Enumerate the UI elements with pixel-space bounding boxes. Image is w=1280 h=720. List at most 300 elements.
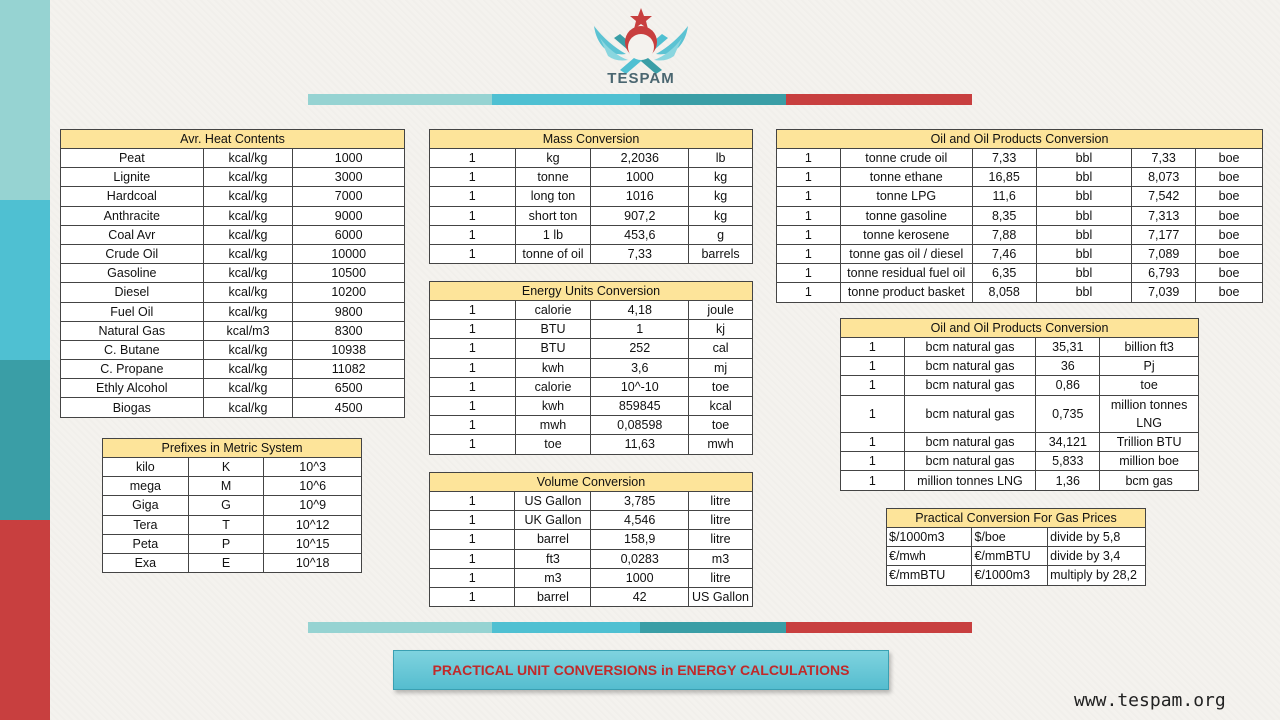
table-cell: 1	[430, 377, 516, 396]
table-cell: kcal/kg	[203, 398, 293, 417]
table-cell: 1000	[293, 149, 405, 168]
table-cell: kg	[689, 206, 753, 225]
table-cell: divide by 5,8	[1048, 528, 1146, 547]
table-cell: boe	[1196, 225, 1263, 244]
table-row	[887, 566, 1146, 585]
table-title: Oil and Oil Products Conversion	[777, 130, 1263, 149]
table-cell: bbl	[1036, 244, 1132, 263]
table-row	[430, 511, 753, 530]
table-cell: 6,35	[972, 264, 1036, 283]
table-cell: boe	[1196, 187, 1263, 206]
table-cell: kg	[515, 149, 591, 168]
prefixes-table	[102, 438, 362, 573]
table-row	[777, 187, 1263, 206]
table-cell: kcal/kg	[203, 302, 293, 321]
table-cell: 1	[430, 358, 516, 377]
table-cell: Crude Oil	[61, 244, 204, 263]
table-cell: 907,2	[591, 206, 689, 225]
table-row	[430, 377, 753, 396]
table-cell: cal	[689, 339, 753, 358]
table-row	[103, 534, 362, 553]
left-band-teal	[0, 200, 50, 360]
table-cell: 1	[430, 339, 516, 358]
table-row	[430, 530, 753, 549]
table-cell: bcm natural gas	[904, 452, 1036, 471]
table-cell: bbl	[1036, 283, 1132, 302]
table-cell: boe	[1196, 206, 1263, 225]
table-row	[430, 435, 753, 454]
table-cell: tonne gasoline	[840, 206, 972, 225]
table-cell: Hardcoal	[61, 187, 204, 206]
table-row	[61, 225, 405, 244]
table-cell: boe	[1196, 244, 1263, 263]
banner-text: PRACTICAL UNIT CONVERSIONS in ENERGY CALCULATIONS	[432, 662, 850, 678]
table-row	[430, 549, 753, 568]
table-cell: €/mmBTU	[972, 547, 1048, 566]
table-cell: Gasoline	[61, 264, 204, 283]
table-cell: mega	[103, 477, 189, 496]
table-cell: 6500	[293, 379, 405, 398]
table-row	[61, 206, 405, 225]
table-cell: 10000	[293, 244, 405, 263]
table-row	[103, 515, 362, 534]
table-cell: kcal/kg	[203, 206, 293, 225]
table-cell: BTU	[515, 339, 591, 358]
table-row	[777, 149, 1263, 168]
table-row	[61, 187, 405, 206]
table-cell: 0,86	[1036, 376, 1100, 395]
table-row	[61, 283, 405, 302]
table-cell: 1	[777, 206, 841, 225]
table-cell: 1,36	[1036, 471, 1100, 490]
table-title: Volume Conversion	[430, 473, 753, 492]
table-cell: 1	[841, 433, 905, 452]
table-cell: boe	[1196, 283, 1263, 302]
table-cell: 3000	[293, 168, 405, 187]
table-cell: 5,833	[1036, 452, 1100, 471]
table-cell: m3	[688, 549, 752, 568]
table-cell: kcal/kg	[203, 379, 293, 398]
table-cell: 1	[777, 187, 841, 206]
table-row	[61, 244, 405, 263]
table-cell: 36	[1036, 357, 1100, 376]
table-cell: barrel	[515, 530, 591, 549]
table-row	[103, 496, 362, 515]
table-cell: 252	[591, 339, 689, 358]
table-cell: bbl	[1036, 187, 1132, 206]
table-title: Prefixes in Metric System	[103, 439, 362, 458]
table-cell: 1	[841, 395, 905, 433]
left-band-light-teal	[0, 0, 50, 200]
table-cell: kcal/kg	[203, 225, 293, 244]
table-cell: joule	[689, 301, 753, 320]
table-cell: €/mwh	[887, 547, 972, 566]
table-cell: 34,121	[1036, 433, 1100, 452]
table-cell: 10938	[293, 340, 405, 359]
table-cell: kcal/kg	[203, 264, 293, 283]
table-cell: tonne of oil	[515, 244, 591, 263]
table-row	[777, 283, 1263, 302]
table-row	[841, 433, 1199, 452]
table-row	[61, 360, 405, 379]
table-cell: billion ft3	[1100, 338, 1199, 357]
table-row	[430, 568, 753, 587]
table-cell: 1	[430, 435, 516, 454]
table-cell: Ethly Alcohol	[61, 379, 204, 398]
table-cell: 1	[430, 168, 516, 187]
table-row	[430, 339, 753, 358]
table-cell: 8,058	[972, 283, 1036, 302]
table-row	[841, 376, 1199, 395]
table-cell: boe	[1196, 264, 1263, 283]
table-cell: bbl	[1036, 225, 1132, 244]
table-cell: 1	[430, 568, 515, 587]
table-row	[430, 587, 753, 606]
table-cell: 4500	[293, 398, 405, 417]
table-row	[430, 320, 753, 339]
table-cell: 10^3	[264, 458, 362, 477]
table-cell: million boe	[1100, 452, 1199, 471]
table-row	[61, 340, 405, 359]
table-cell: P	[188, 534, 264, 553]
table-cell: mwh	[689, 435, 753, 454]
table-cell: 11,6	[972, 187, 1036, 206]
table-cell: g	[689, 225, 753, 244]
table-cell: kcal/kg	[203, 283, 293, 302]
table-cell: €/mmBTU	[887, 566, 972, 585]
table-cell: boe	[1196, 168, 1263, 187]
table-cell: ft3	[515, 549, 591, 568]
table-row	[777, 264, 1263, 283]
table-cell: 35,31	[1036, 338, 1100, 357]
table-row	[777, 244, 1263, 263]
table-cell: $/1000m3	[887, 528, 972, 547]
table-cell: toe	[689, 377, 753, 396]
table-cell: toe	[515, 435, 591, 454]
table-cell: 7,313	[1132, 206, 1196, 225]
table-row	[430, 416, 753, 435]
table-cell: Tera	[103, 515, 189, 534]
table-cell: lb	[689, 149, 753, 168]
table-title: Mass Conversion	[430, 130, 753, 149]
table-cell: 1	[841, 357, 905, 376]
table-cell: million tonnes LNG	[1100, 395, 1199, 433]
table-cell: kcal/kg	[203, 149, 293, 168]
title-banner	[393, 650, 889, 690]
table-cell: E	[188, 553, 264, 572]
table-cell: divide by 3,4	[1048, 547, 1146, 566]
oil-products-table	[776, 129, 1263, 303]
table-cell: 1	[430, 320, 516, 339]
table-cell: US Gallon	[688, 587, 752, 606]
table-cell: litre	[688, 530, 752, 549]
table-cell: 7,089	[1132, 244, 1196, 263]
table-cell: Lignite	[61, 168, 204, 187]
table-row	[61, 302, 405, 321]
left-band-red	[0, 520, 50, 720]
table-row	[887, 547, 1146, 566]
table-cell: 7,88	[972, 225, 1036, 244]
table-row	[103, 477, 362, 496]
table-cell: 1	[430, 206, 516, 225]
table-cell: UK Gallon	[515, 511, 591, 530]
table-cell: 1	[430, 416, 516, 435]
table-cell: 8,073	[1132, 168, 1196, 187]
table-row	[61, 149, 405, 168]
table-cell: 9000	[293, 206, 405, 225]
table-row	[430, 244, 753, 263]
table-cell: toe	[689, 416, 753, 435]
table-row	[103, 553, 362, 572]
table-row	[61, 168, 405, 187]
table-title: Avr. Heat Contents	[61, 130, 405, 149]
table-cell: kwh	[515, 396, 591, 415]
table-cell: Anthracite	[61, 206, 204, 225]
table-cell: tonne product basket	[840, 283, 972, 302]
table-cell: 1	[430, 549, 515, 568]
table-cell: mwh	[515, 416, 591, 435]
table-cell: 10500	[293, 264, 405, 283]
table-row	[841, 357, 1199, 376]
table-cell: kcal/kg	[203, 187, 293, 206]
table-cell: 4,546	[591, 511, 689, 530]
table-cell: Fuel Oil	[61, 302, 204, 321]
table-cell: T	[188, 515, 264, 534]
table-cell: 11082	[293, 360, 405, 379]
table-cell: short ton	[515, 206, 591, 225]
table-cell: 1016	[591, 187, 689, 206]
table-row	[430, 206, 753, 225]
table-row	[61, 398, 405, 417]
table-cell: 158,9	[591, 530, 689, 549]
table-cell: 3,785	[591, 492, 689, 511]
table-cell: 9800	[293, 302, 405, 321]
table-cell: 453,6	[591, 225, 689, 244]
table-cell: 7,33	[591, 244, 689, 263]
table-cell: 0,0283	[591, 549, 689, 568]
table-cell: 10^6	[264, 477, 362, 496]
table-cell: litre	[688, 511, 752, 530]
table-row	[777, 168, 1263, 187]
table-cell: 1	[777, 149, 841, 168]
table-cell: calorie	[515, 377, 591, 396]
table-cell: BTU	[515, 320, 591, 339]
table-cell: 1	[777, 168, 841, 187]
table-cell: 1000	[591, 568, 689, 587]
volume-conversion-table	[429, 472, 753, 607]
website-url: www.tespam.org	[1074, 690, 1226, 711]
table-cell: bbl	[1036, 264, 1132, 283]
table-cell: 7,33	[1132, 149, 1196, 168]
table-cell: 1	[430, 511, 515, 530]
table-title: Oil and Oil Products Conversion	[841, 319, 1199, 338]
table-row	[430, 168, 753, 187]
table-cell: 7,039	[1132, 283, 1196, 302]
table-cell: 3,6	[591, 358, 689, 377]
table-cell: kcal	[689, 396, 753, 415]
table-cell: 1	[777, 283, 841, 302]
table-cell: bbl	[1036, 206, 1132, 225]
table-cell: Peta	[103, 534, 189, 553]
table-cell: 1	[777, 244, 841, 263]
mass-conversion-table	[429, 129, 753, 264]
table-row	[841, 395, 1199, 433]
table-cell: G	[188, 496, 264, 515]
table-cell: $/boe	[972, 528, 1048, 547]
table-cell: tonne crude oil	[840, 149, 972, 168]
table-cell: tonne kerosene	[840, 225, 972, 244]
table-cell: bcm natural gas	[904, 433, 1036, 452]
table-cell: 1	[430, 149, 516, 168]
table-cell: 1	[430, 492, 515, 511]
table-cell: 1	[430, 301, 516, 320]
table-cell: 1 lb	[515, 225, 591, 244]
table-cell: calorie	[515, 301, 591, 320]
table-row	[887, 528, 1146, 547]
table-cell: 10200	[293, 283, 405, 302]
table-cell: toe	[1100, 376, 1199, 395]
table-cell: 1	[841, 338, 905, 357]
table-cell: bcm natural gas	[904, 338, 1036, 357]
table-cell: 8,35	[972, 206, 1036, 225]
table-cell: M	[188, 477, 264, 496]
table-cell: €/1000m3	[972, 566, 1048, 585]
table-cell: 1	[430, 225, 516, 244]
table-cell: barrel	[515, 587, 591, 606]
table-cell: 1	[777, 225, 841, 244]
table-cell: C. Propane	[61, 360, 204, 379]
table-row	[61, 264, 405, 283]
table-cell: 2,2036	[591, 149, 689, 168]
table-cell: 1	[430, 244, 516, 263]
table-cell: 1	[430, 396, 516, 415]
table-row	[103, 458, 362, 477]
table-row	[430, 225, 753, 244]
table-cell: 6000	[293, 225, 405, 244]
table-cell: Trillion BTU	[1100, 433, 1199, 452]
table-cell: 8300	[293, 321, 405, 340]
table-title: Practical Conversion For Gas Prices	[887, 509, 1146, 528]
top-color-stripe	[308, 94, 972, 105]
table-cell: 1	[430, 530, 515, 549]
table-cell: kilo	[103, 458, 189, 477]
table-cell: 6,793	[1132, 264, 1196, 283]
table-cell: 10^18	[264, 553, 362, 572]
table-cell: kcal/kg	[203, 340, 293, 359]
table-cell: bbl	[1036, 149, 1132, 168]
table-row	[430, 358, 753, 377]
logo-text: TESPAM	[607, 70, 675, 87]
table-cell: kcal/kg	[203, 244, 293, 263]
table-cell: 10^15	[264, 534, 362, 553]
table-cell: 1	[591, 320, 689, 339]
table-cell: kwh	[515, 358, 591, 377]
table-cell: 11,63	[591, 435, 689, 454]
table-cell: bcm natural gas	[904, 376, 1036, 395]
table-cell: 7,46	[972, 244, 1036, 263]
table-row	[430, 396, 753, 415]
table-cell: Coal Avr	[61, 225, 204, 244]
table-cell: tonne LPG	[840, 187, 972, 206]
natural-gas-table	[840, 318, 1199, 491]
table-row	[841, 471, 1199, 490]
energy-units-table	[429, 281, 753, 455]
table-cell: 859845	[591, 396, 689, 415]
table-cell: kg	[689, 168, 753, 187]
table-cell: bcm natural gas	[904, 395, 1036, 433]
left-band-dark-teal	[0, 360, 50, 520]
table-cell: million tonnes LNG	[904, 471, 1036, 490]
table-cell: mj	[689, 358, 753, 377]
table-cell: 10^-10	[591, 377, 689, 396]
table-cell: Diesel	[61, 283, 204, 302]
table-cell: 7,542	[1132, 187, 1196, 206]
table-cell: multiply by 28,2	[1048, 566, 1146, 585]
table-row	[777, 225, 1263, 244]
table-cell: 42	[591, 587, 689, 606]
table-cell: 16,85	[972, 168, 1036, 187]
table-cell: litre	[688, 492, 752, 511]
table-cell: bbl	[1036, 168, 1132, 187]
table-row	[841, 452, 1199, 471]
table-cell: m3	[515, 568, 591, 587]
table-cell: 7000	[293, 187, 405, 206]
table-cell: tonne residual fuel oil	[840, 264, 972, 283]
table-cell: Biogas	[61, 398, 204, 417]
table-row	[61, 379, 405, 398]
table-cell: US Gallon	[515, 492, 591, 511]
table-cell: 10^12	[264, 515, 362, 534]
table-cell: litre	[688, 568, 752, 587]
table-cell: kcal/kg	[203, 168, 293, 187]
table-cell: 1	[841, 452, 905, 471]
table-row	[777, 206, 1263, 225]
table-cell: 1	[777, 264, 841, 283]
table-cell: bcm gas	[1100, 471, 1199, 490]
table-cell: tonne gas oil / diesel	[840, 244, 972, 263]
table-cell: Natural Gas	[61, 321, 204, 340]
table-cell: boe	[1196, 149, 1263, 168]
table-row	[61, 321, 405, 340]
table-cell: 1000	[591, 168, 689, 187]
table-cell: K	[188, 458, 264, 477]
table-cell: 4,18	[591, 301, 689, 320]
bottom-color-stripe	[308, 622, 972, 633]
table-cell: long ton	[515, 187, 591, 206]
table-cell: C. Butane	[61, 340, 204, 359]
table-row	[430, 492, 753, 511]
table-row	[430, 149, 753, 168]
table-cell: bcm natural gas	[904, 357, 1036, 376]
table-cell: 1	[430, 587, 515, 606]
table-cell: barrels	[689, 244, 753, 263]
table-row	[430, 187, 753, 206]
table-cell: 7,177	[1132, 225, 1196, 244]
table-cell: 0,08598	[591, 416, 689, 435]
table-row	[841, 338, 1199, 357]
table-row	[430, 301, 753, 320]
gas-prices-table	[886, 508, 1146, 586]
table-title: Energy Units Conversion	[430, 282, 753, 301]
table-cell: 10^9	[264, 496, 362, 515]
table-cell: kj	[689, 320, 753, 339]
table-cell: 7,33	[972, 149, 1036, 168]
table-cell: tonne ethane	[840, 168, 972, 187]
table-cell: 1	[841, 376, 905, 395]
table-cell: Exa	[103, 553, 189, 572]
table-cell: Giga	[103, 496, 189, 515]
table-cell: Pj	[1100, 357, 1199, 376]
